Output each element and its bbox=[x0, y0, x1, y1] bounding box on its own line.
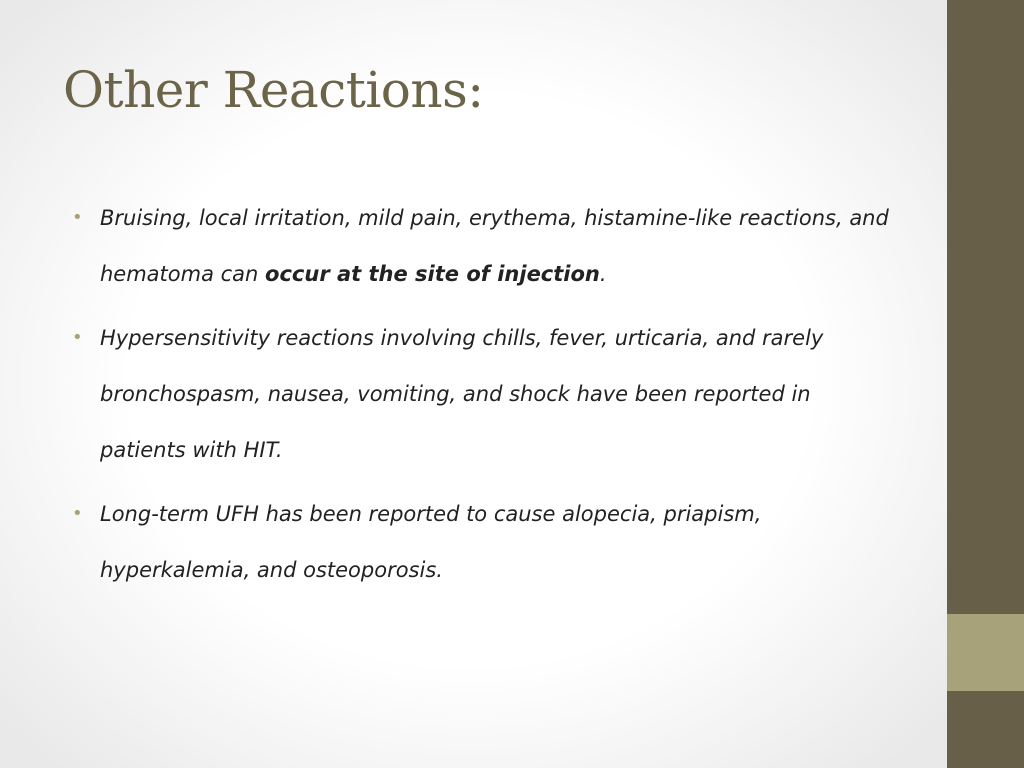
bullet-list bbox=[72, 190, 902, 606]
sidebar-accent-block bbox=[947, 614, 1024, 691]
bullet-text: Bruising, local irritation, mild pain, erythema, histamine-like reactions, and hematoma can bbox=[100, 206, 889, 286]
bullet-text: Long-term UFH has been reported to cause alopecia, priapism, hyperkalemia, and osteoporosis. bbox=[100, 502, 762, 582]
bullet-marker: • bbox=[72, 327, 83, 348]
bullet-item-long-term-ufh bbox=[72, 486, 902, 598]
slide-title: Other Reactions: bbox=[63, 61, 484, 119]
bullet-item-site-reactions bbox=[72, 190, 902, 302]
bullet-emphasis: occur at the site of injection bbox=[265, 262, 600, 286]
bullet-text-end: . bbox=[599, 262, 607, 286]
bullet-marker: • bbox=[72, 207, 83, 228]
bullet-text: Hypersensitivity reactions involving chills, fever, urticaria, and rarely bronchospasm, nausea, vomiting, and shock have been reported in patients with HIT. bbox=[100, 326, 824, 462]
bullet-item-hypersensitivity bbox=[72, 310, 902, 478]
bullet-marker: • bbox=[72, 503, 83, 524]
